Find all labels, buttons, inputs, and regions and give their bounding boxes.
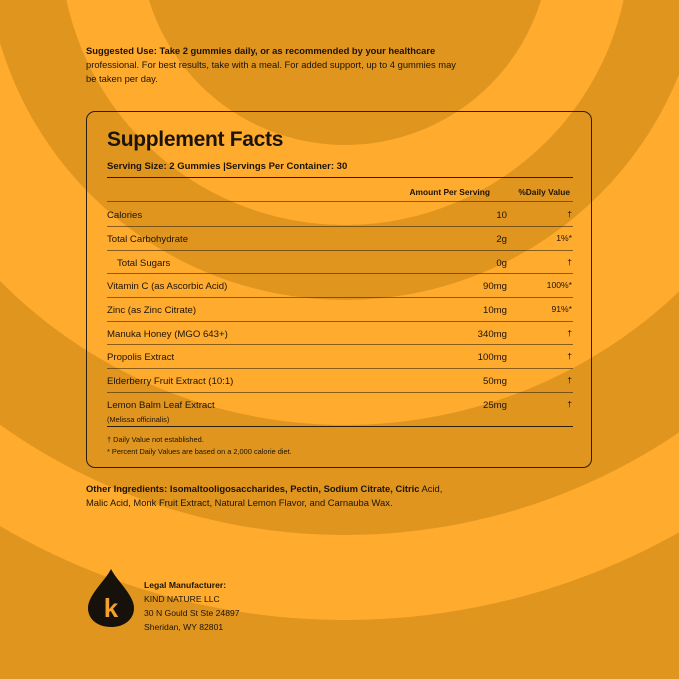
nutrient-name: Total Carbohydrate — [107, 234, 189, 245]
nutrient-name: Propolis Extract — [107, 352, 175, 363]
footnote-percent: * Percent Daily Values are based on a 2,000 calorie diet. — [107, 447, 292, 456]
serving-info: Serving Size: 2 Gummies |Servings Per Container: 30 — [107, 161, 348, 172]
nutrient-amount: 50mg — [483, 376, 507, 387]
nutrient-amount: 10mg — [483, 305, 507, 316]
facts-row — [107, 393, 573, 425]
other-ingredients-label: Other Ingredients: — [86, 483, 168, 494]
nutrient-amount: 340mg — [477, 329, 507, 340]
daily-value-header: %Daily Value — [518, 187, 570, 197]
divider — [107, 426, 573, 427]
other-ingredients — [86, 482, 446, 510]
nutrient-dv: 91%* — [551, 304, 572, 314]
nutrient-name: Zinc (as Zinc Citrate) — [107, 305, 197, 316]
nutrient-name: Vitamin C (as Ascorbic Acid) — [107, 281, 228, 292]
divider — [107, 201, 573, 202]
nutrient-dv: † — [567, 375, 572, 385]
nutrient-amount: 10 — [496, 210, 507, 221]
nutrient-dv: † — [567, 328, 572, 338]
facts-row — [107, 298, 573, 321]
nutrient-amount: 25mg — [483, 400, 507, 411]
amount-header: Amount Per Serving — [409, 187, 490, 197]
suggested-use — [86, 44, 466, 86]
nutrient-name: Manuka Honey (MGO 643+) — [107, 329, 228, 340]
suggested-use-lead: Take 2 gummies daily, or as recommended by your healthcare — [156, 45, 436, 56]
divider — [107, 177, 573, 178]
footnote-dagger: † Daily Value not established. — [107, 435, 204, 444]
facts-row — [107, 251, 573, 274]
nutrient-dv: † — [567, 351, 572, 361]
manufacturer-title: Legal Manufacturer: — [144, 580, 227, 590]
nutrient-name: Total Sugars — [117, 258, 171, 269]
nutrient-dv: † — [567, 209, 572, 219]
nutrient-amount: 0g — [496, 258, 507, 269]
facts-row — [107, 227, 573, 250]
nutrient-latin-name: (Melissa officinalis) — [107, 415, 170, 424]
nutrient-amount: 100mg — [477, 352, 507, 363]
facts-row — [107, 203, 573, 226]
nutrient-name: Lemon Balm Leaf Extract — [107, 400, 215, 411]
facts-row — [107, 369, 573, 392]
nutrient-name: Calories — [107, 210, 143, 221]
nutrient-dv: † — [567, 257, 572, 267]
legal-manufacturer — [144, 578, 240, 634]
nutrient-amount: 90mg — [483, 281, 507, 292]
nutrient-dv: 1%* — [556, 233, 572, 243]
nutrient-dv: † — [567, 399, 572, 409]
facts-row — [107, 274, 573, 297]
suggested-use-label: Suggested Use: — [86, 45, 157, 56]
nutrient-amount: 2g — [496, 234, 507, 245]
other-ingredients-text: Acid, Malic Acid, Monk Fruit Extract, Natural Lemon Flavor, and Carnauba Wax. — [86, 483, 443, 508]
nutrient-dv: 100%* — [546, 280, 572, 290]
facts-title: Supplement Facts — [107, 128, 284, 151]
manufacturer-name: KIND NATURE LLC — [144, 594, 220, 604]
logo-letter: k — [103, 593, 119, 623]
other-ingredients-lead: Isomaltooligosaccharides, Pectin, Sodium Citrate, Citric — [167, 483, 420, 494]
suggested-use-text: professional. For best results, take with a meal. For added support, up to 4 gummies may be taken per day. — [86, 59, 456, 84]
manufacturer-address-line1: 30 N Gould St Ste 24897 — [144, 608, 240, 618]
facts-row — [107, 322, 573, 345]
supplement-facts-panel — [86, 111, 592, 468]
nutrient-name: Elderberry Fruit Extract (10:1) — [107, 376, 234, 387]
brand-logo-icon — [86, 568, 136, 628]
manufacturer-address-line2: Sheridan, WY 82801 — [144, 622, 224, 632]
facts-row — [107, 345, 573, 368]
